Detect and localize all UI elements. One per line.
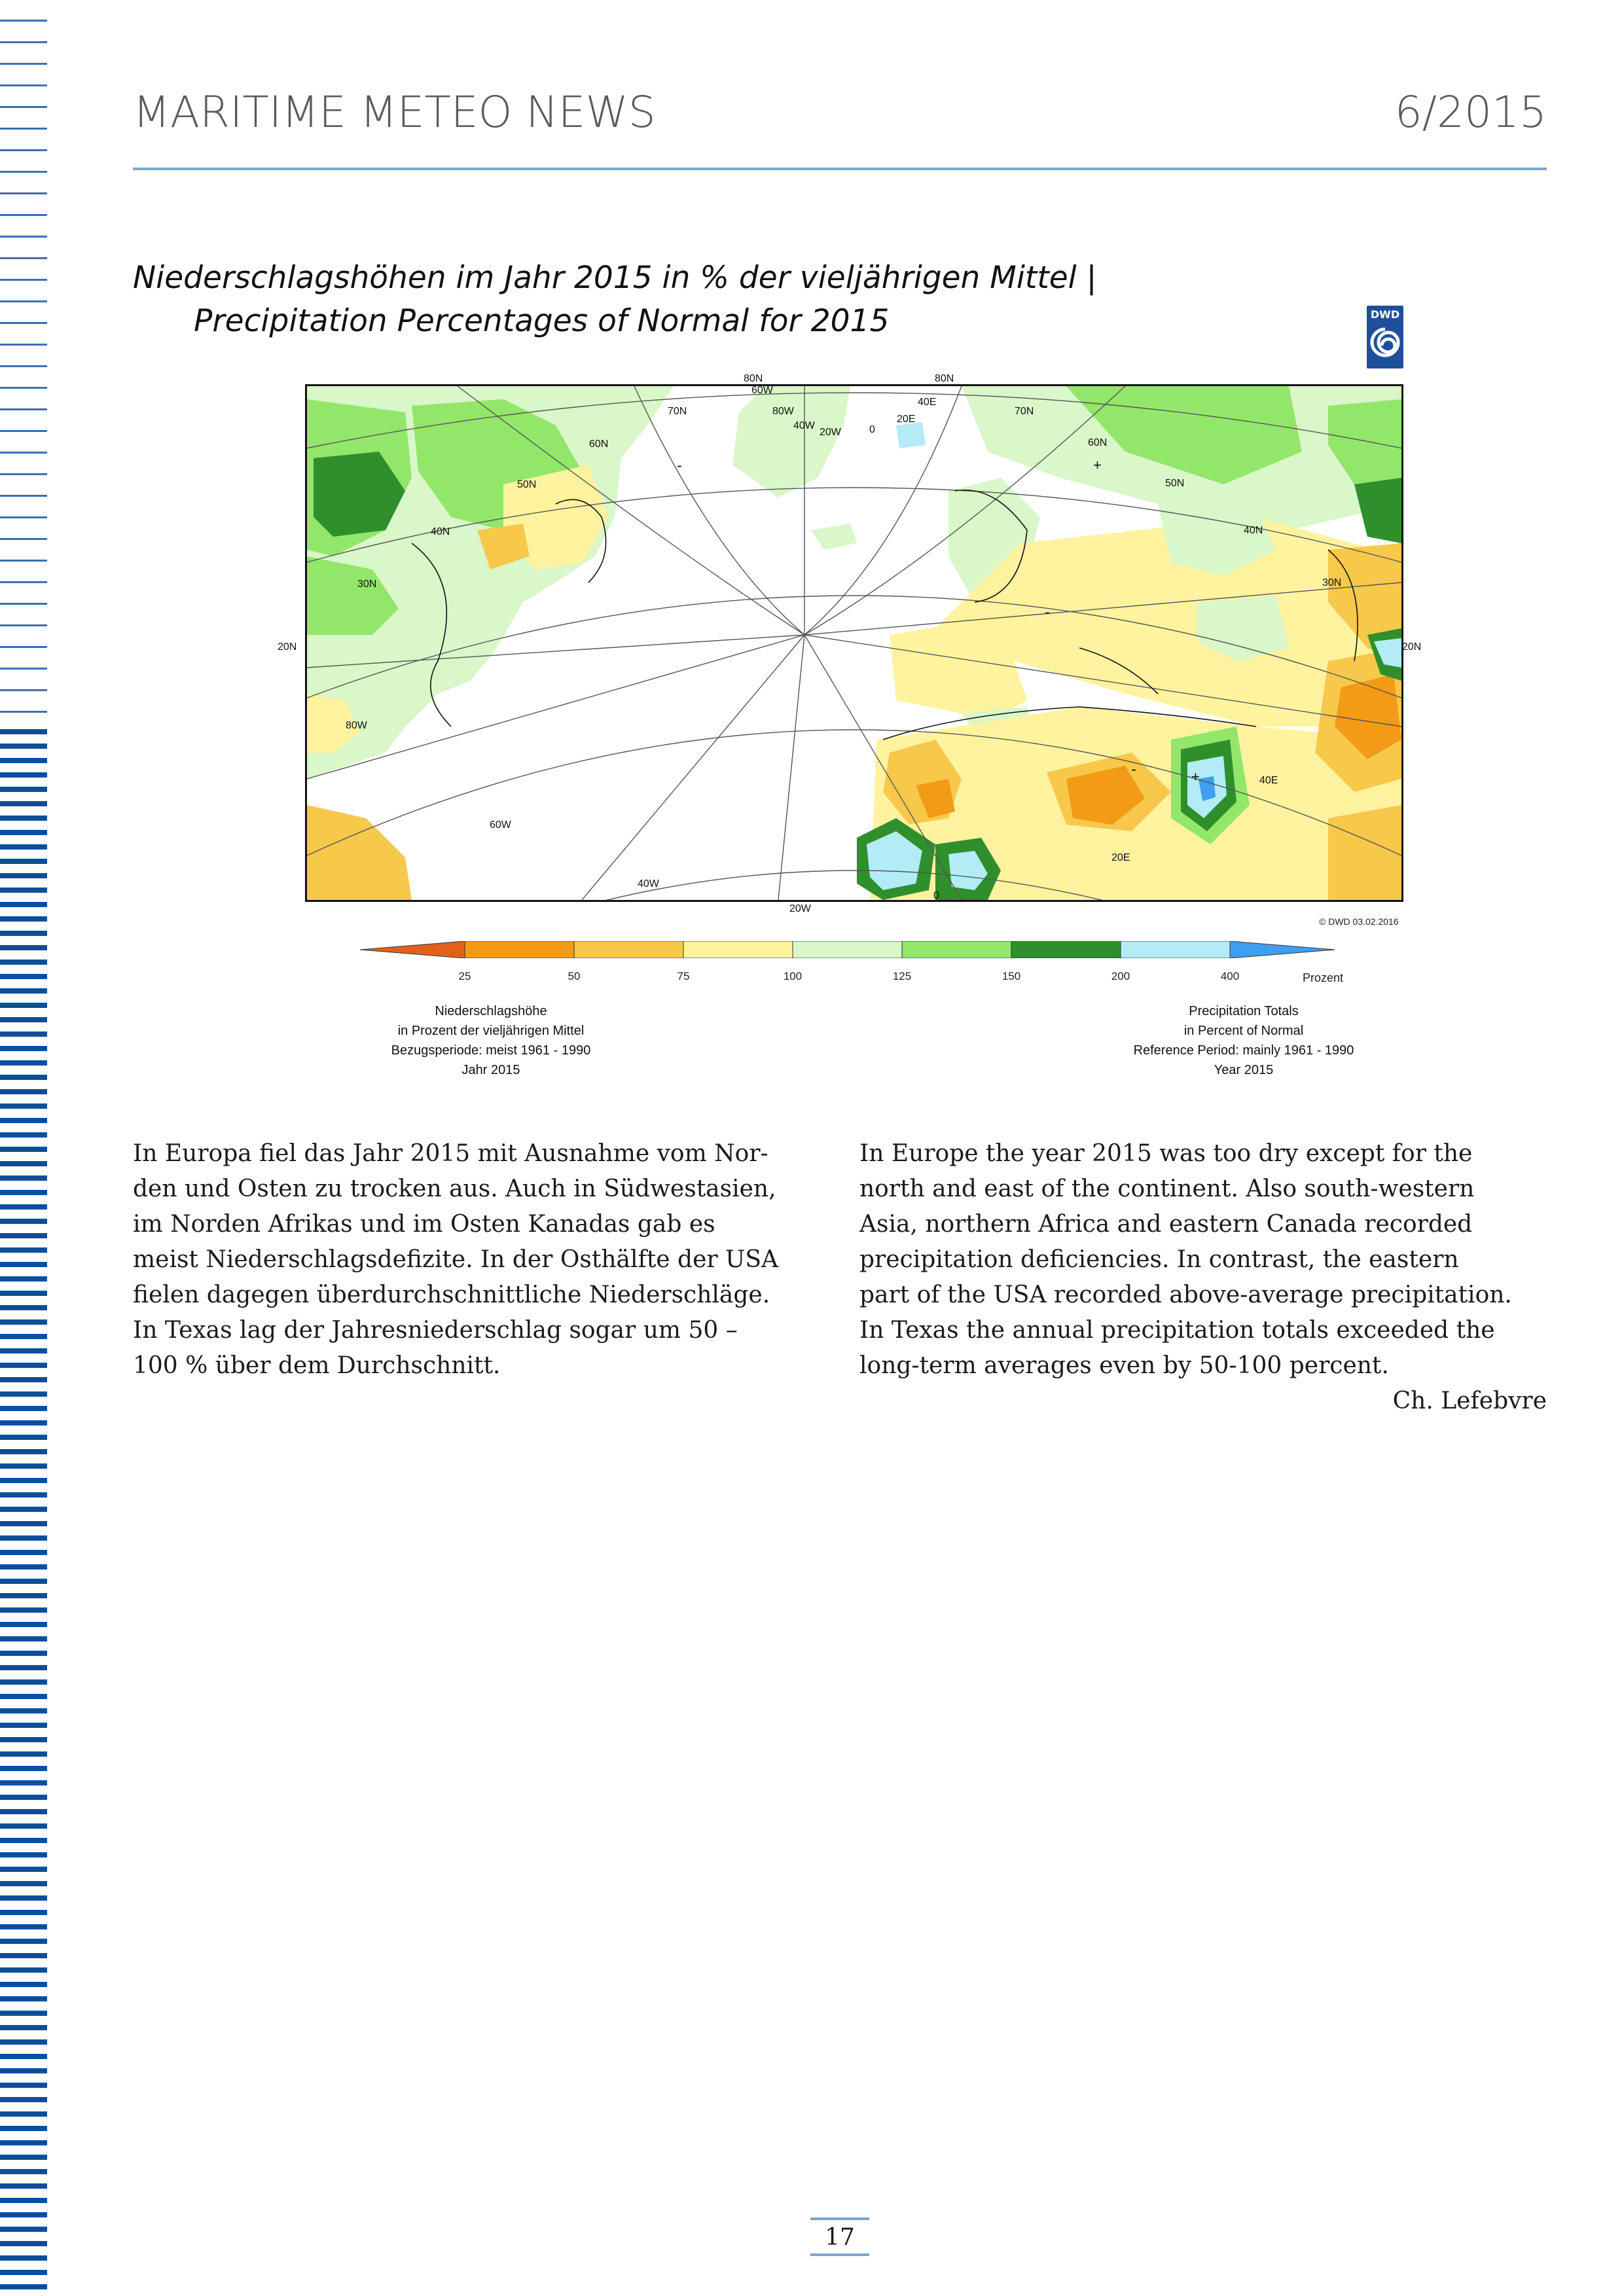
label-0-bottom: 0 <box>933 890 939 901</box>
legend-cell-1 <box>465 941 574 958</box>
legend-tick-125: 125 <box>892 970 912 982</box>
text-en-line: long-term averages even by 50-100 percent. <box>859 1352 1389 1379</box>
legend-tick-100: 100 <box>783 970 803 982</box>
label-30n-a: 30N <box>357 579 377 590</box>
text-de-line: In Texas lag der Jahresniederschlag sogar um 50 – <box>133 1317 738 1344</box>
text-en-line: In Europe the year 2015 was too dry except for the <box>859 1140 1473 1167</box>
label-40w-top: 40W <box>793 420 815 431</box>
label-40w: 40W <box>638 878 659 889</box>
legend-cell-gt400 <box>1230 941 1335 958</box>
map-copyright: © DWD 03.02.2016 <box>1319 916 1399 927</box>
legend-cell-2 <box>574 941 683 958</box>
legend-cell-lt25 <box>360 941 465 958</box>
legend-cell-3 <box>683 941 793 958</box>
label-70n-a: 70N <box>668 406 687 417</box>
legend-tick-50: 50 <box>568 970 581 982</box>
label-20n-right: 20N <box>1402 641 1422 653</box>
text-de-line: fielen dagegen überdurchschnittliche Niederschläge. <box>133 1282 770 1308</box>
text-en-line: precipitation deficiencies. In contrast, the eastern <box>859 1246 1459 1273</box>
text-en-line: Asia, northern Africa and eastern Canada recorded <box>859 1211 1473 1238</box>
header-rule <box>133 168 1547 170</box>
label-50n-b: 50N <box>1165 478 1185 489</box>
page-header <box>133 85 1547 137</box>
text-de-line: 100 % über dem Durchschnitt. <box>133 1352 501 1379</box>
label-60w-top: 60W <box>751 385 773 396</box>
legend-tick-200: 200 <box>1111 970 1130 982</box>
map-plus-marker-b: + <box>1191 768 1200 785</box>
map-minus-marker-c: - <box>677 457 682 475</box>
label-40n-b: 40N <box>1244 525 1263 536</box>
legend-tick-25: 25 <box>458 970 471 982</box>
text-de-line: im Norden Afrikas und im Osten Kanadas gab es <box>133 1211 715 1238</box>
label-80w-top: 80W <box>772 406 794 417</box>
text-de-line: den und Osten zu trocken aus. Auch in Südwestasien, <box>133 1175 776 1202</box>
caption-de-line4: Jahr 2015 <box>461 1063 520 1077</box>
text-en-line: In Texas the annual precipitation totals exceeded the <box>859 1317 1495 1344</box>
label-20e-top: 20E <box>897 414 916 425</box>
label-40e-top: 40E <box>918 397 937 408</box>
precipitation-map <box>305 384 1403 902</box>
text-en-line: part of the USA recorded above-average precipitation. <box>859 1282 1512 1308</box>
label-20n-left: 20N <box>278 641 297 653</box>
legend-cell-7 <box>1121 941 1230 958</box>
label-60n-a: 60N <box>589 439 609 450</box>
author-name: Ch. Lefebvre <box>1392 1388 1547 1414</box>
label-80n-b: 80N <box>935 373 954 384</box>
legend-tick-75: 75 <box>677 970 690 982</box>
label-60w: 60W <box>490 819 511 831</box>
dwd-logo-text: DWD <box>1370 308 1400 321</box>
caption-en-line2: in Percent of Normal <box>1183 1024 1304 1038</box>
label-80w: 80W <box>346 720 367 731</box>
label-20w-top: 20W <box>820 427 841 438</box>
caption-de-line3: Bezugsperiode: meist 1961 - 1990 <box>391 1043 591 1058</box>
figure-title-en: Precipitation Percentages of Normal for 2015 <box>194 303 890 339</box>
label-60n-b: 60N <box>1088 437 1108 448</box>
label-20e: 20E <box>1111 852 1130 863</box>
map-minus-marker-b: - <box>1131 761 1136 778</box>
figure-title-de: Niederschlagshöhen im Jahr 2015 in % der vieljährigen Mittel | <box>133 260 1097 296</box>
legend-colorbar <box>360 941 1368 958</box>
text-de-line: meist Niederschlagsdefizite. In der Osthälfte der USA <box>133 1246 779 1273</box>
caption-de-line1: Niederschlagshöhe <box>435 1004 547 1018</box>
body-text-german <box>133 1136 814 1384</box>
left-stripe-bar <box>0 0 47 2296</box>
label-50n-a: 50N <box>517 479 537 490</box>
label-70n-b: 70N <box>1015 406 1034 417</box>
caption-en-line1: Precipitation Totals <box>1189 1004 1299 1018</box>
label-30n-b: 30N <box>1322 577 1342 588</box>
map-graphic <box>307 386 1401 900</box>
caption-en-line4: Year 2015 <box>1214 1063 1274 1077</box>
caption-german <box>347 1001 635 1080</box>
legend-tick-150: 150 <box>1001 970 1021 982</box>
publication-title: MARITIME METEO NEWS <box>133 87 656 137</box>
label-0-top: 0 <box>869 424 875 435</box>
legend-tick-400: 400 <box>1220 970 1240 982</box>
caption-en-line3: Reference Period: mainly 1961 - 1990 <box>1133 1043 1354 1058</box>
precipitation-map-figure <box>262 367 1440 1106</box>
page-number: 17 <box>810 2217 869 2256</box>
figure-title <box>133 257 1377 343</box>
legend-cell-5 <box>902 941 1011 958</box>
text-en-line: north and east of the continent. Also south-western <box>859 1175 1475 1202</box>
legend-cell-4 <box>793 941 902 958</box>
label-80n-a: 80N <box>744 373 763 384</box>
text-de-line: In Europa fiel das Jahr 2015 mit Ausnahme vom Nor- <box>133 1140 768 1167</box>
dwd-logo <box>1367 306 1403 368</box>
legend-cell-6 <box>1011 941 1121 958</box>
label-40e: 40E <box>1259 775 1278 786</box>
body-text-english <box>859 1136 1553 1384</box>
caption-de-line2: in Prozent der vieljährigen Mittel <box>397 1024 585 1038</box>
legend-unit: Prozent <box>1303 971 1344 984</box>
label-40n-a: 40N <box>431 526 450 537</box>
issue-number: 6/2015 <box>1394 87 1547 137</box>
caption-english <box>1106 1001 1381 1080</box>
map-plus-marker-a: + <box>1093 457 1102 473</box>
dwd-spiral-icon <box>1369 324 1401 363</box>
label-20w: 20W <box>789 903 811 914</box>
map-minus-marker-a: - <box>1045 603 1050 621</box>
